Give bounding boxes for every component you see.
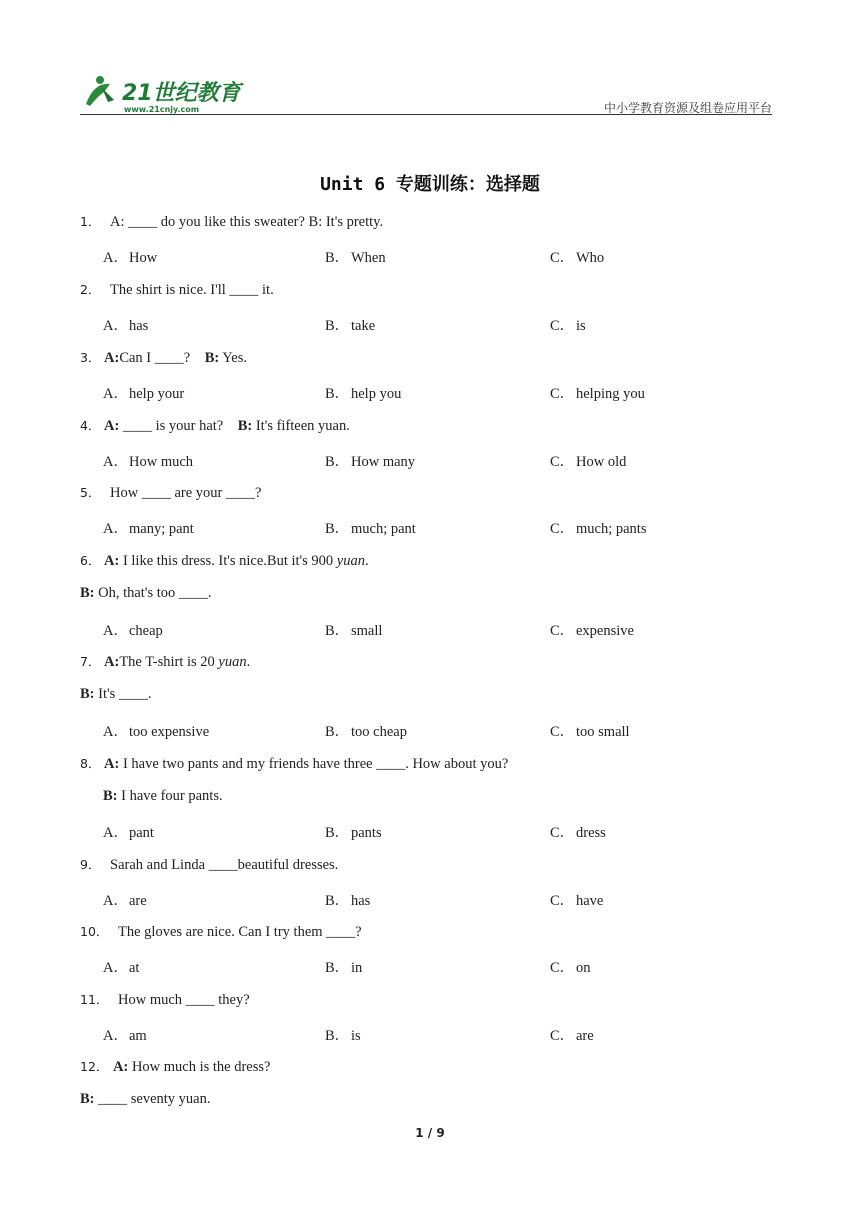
q4-option-c[interactable]: C． How old xyxy=(550,454,627,470)
question-8: 8． A: I have two pants and my friends have three ____. How about you? xyxy=(80,756,509,772)
q9-option-c[interactable]: C． have xyxy=(550,893,604,909)
q6-option-a[interactable]: A．cheap xyxy=(103,623,163,639)
q10-option-c[interactable]: C． on xyxy=(550,960,591,976)
question-1: 1． A: ____ do you like this sweater? B: It's pretty. xyxy=(80,214,384,230)
q2-option-a[interactable]: A．has xyxy=(103,318,149,334)
q3-option-a[interactable]: A．help your xyxy=(103,386,185,402)
q1-option-c[interactable]: C． Who xyxy=(550,250,605,266)
question-2: 2． The shirt is nice. I'll ____ it. xyxy=(80,282,274,298)
question-7-reply: B: It's ____. xyxy=(80,686,152,702)
q8-option-c[interactable]: C． dress xyxy=(550,825,606,841)
question-10: 10． The gloves are nice. Can I try them ____? xyxy=(80,924,362,940)
question-5: 5． How ____ are your ____? xyxy=(80,485,262,501)
q2-option-c[interactable]: C． is xyxy=(550,318,586,334)
q4-option-b[interactable]: B． How many xyxy=(325,454,416,470)
q6-option-b[interactable]: B． small xyxy=(325,623,383,639)
header-divider xyxy=(80,114,772,115)
question-3: 3． A:Can I ____? B: Yes. xyxy=(80,350,247,366)
q9-option-b[interactable]: B． has xyxy=(325,893,371,909)
q8-option-b[interactable]: B． pants xyxy=(325,825,382,841)
question-12: 12． A: How much is the dress? xyxy=(80,1059,271,1075)
q7-option-b[interactable]: B． too cheap xyxy=(325,724,407,740)
page-title: Unit 6 专题训练：选择题 xyxy=(320,174,540,195)
q3-option-c[interactable]: C． helping you xyxy=(550,386,645,402)
question-4: 4． A: ____ is your hat? B: It's fifteen yuan. xyxy=(80,418,350,434)
q11-option-c[interactable]: C． are xyxy=(550,1028,594,1044)
logo-21cnjy xyxy=(80,70,250,114)
q7-option-c[interactable]: C． too small xyxy=(550,724,630,740)
page-number: 1 / 9 xyxy=(415,1126,445,1140)
question-6: 6． A: I like this dress. It's nice.But it's 900 yuan. xyxy=(80,553,369,569)
q5-option-c[interactable]: C． much; pants xyxy=(550,521,647,537)
q9-option-a[interactable]: A．are xyxy=(103,893,147,909)
question-7: 7． A:The T-shirt is 20 yuan. xyxy=(80,654,251,670)
q5-option-b[interactable]: B． much; pant xyxy=(325,521,416,537)
q10-option-b[interactable]: B． in xyxy=(325,960,363,976)
q8-option-a[interactable]: A．pant xyxy=(103,825,154,841)
svg-text:21世纪教育: 21世纪教育 xyxy=(122,81,241,106)
question-11: 11． How much ____ they? xyxy=(80,992,250,1008)
q4-option-a[interactable]: A．How much xyxy=(103,454,194,470)
q11-option-b[interactable]: B． is xyxy=(325,1028,361,1044)
question-12-reply: B: ____ seventy yuan. xyxy=(80,1091,211,1107)
page-header xyxy=(80,64,772,116)
q2-option-b[interactable]: B． take xyxy=(325,318,376,334)
q11-option-a[interactable]: A．am xyxy=(103,1028,147,1044)
q5-option-a[interactable]: A．many; pant xyxy=(103,521,194,537)
q1-option-b[interactable]: B． When xyxy=(325,250,386,266)
q7-option-a[interactable]: A．too expensive xyxy=(103,724,210,740)
question-9: 9． Sarah and Linda ____beautiful dresses. xyxy=(80,857,339,873)
q3-option-b[interactable]: B． help you xyxy=(325,386,402,402)
question-8-reply: B: I have four pants. xyxy=(103,788,223,804)
q1-option-a[interactable]: A．How xyxy=(103,250,158,266)
q10-option-a[interactable]: A．at xyxy=(103,960,140,976)
q6-option-c[interactable]: C． expensive xyxy=(550,623,634,639)
question-6-reply: B: Oh, that's too ____. xyxy=(80,585,212,601)
svg-text:www.21cnjy.com: www.21cnjy.com xyxy=(124,105,200,114)
platform-name: 中小学教育资源及组卷应用平台 xyxy=(603,101,772,115)
